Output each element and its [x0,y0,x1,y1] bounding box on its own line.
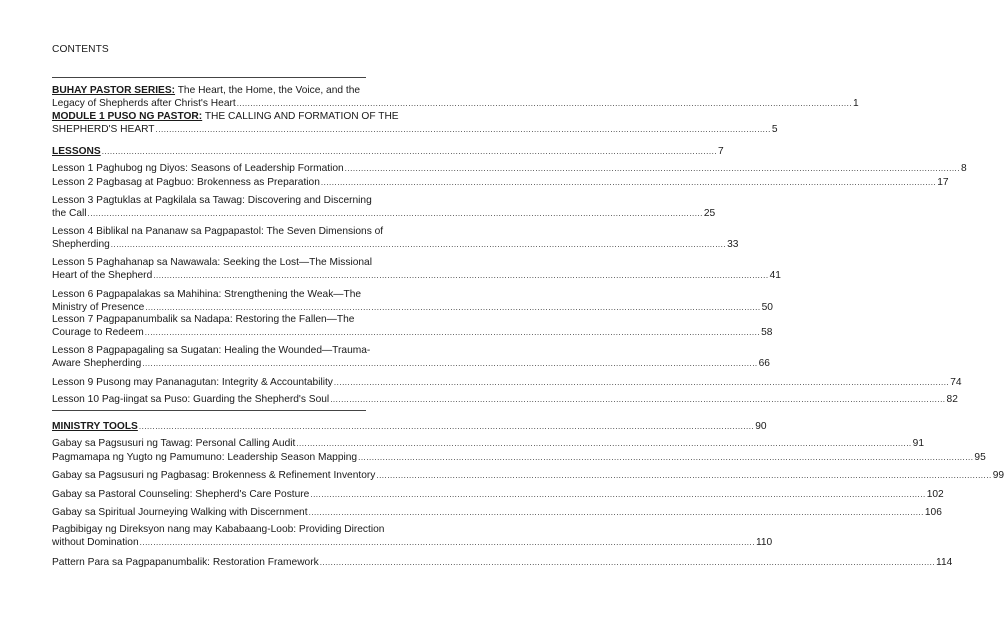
toc-entry-title [52,344,370,357]
dot-leader [321,176,936,189]
toc-entry-line [52,207,716,220]
page-number: 95 [974,452,986,463]
toc-entry-line [52,488,944,501]
toc-entry-title [52,225,383,238]
toc-entry-title [52,523,384,536]
toc-entry-title [52,162,344,175]
dot-leader [102,145,717,158]
toc-entry[interactable] [52,376,962,389]
page-number: 110 [755,537,773,548]
page-number: 7 [718,146,724,157]
toc-entry[interactable] [52,84,859,110]
toc-title-text: THE CALLING AND FORMATION OF THE [202,111,399,122]
toc-title-text: Lesson 9 Pusong may Pananagutan: Integrity & Accountability [52,377,333,388]
toc-entry-title [52,123,155,136]
toc-entry-title [52,269,152,282]
toc-entry-line [52,194,372,207]
toc-entry[interactable] [52,420,767,433]
toc-entry[interactable] [52,488,944,501]
toc-entry[interactable] [52,344,770,370]
toc-entry-line [52,84,366,97]
toc-title-text: Lesson 8 Pagpapagaling sa Sugatan: Healing the Wounded—Trauma- [52,345,371,356]
page-number: 102 [926,489,944,500]
toc-entry[interactable] [52,393,958,406]
toc-title-text: Pattern Para sa Pagpapanumbalik: Restoration Framework [52,557,319,568]
toc-entry-title [52,288,361,301]
page-number: 66 [758,358,770,369]
dot-leader [309,506,924,519]
toc-entry-line [52,145,724,158]
dot-leader [310,488,925,501]
toc-title-text: Lesson 3 Pagtuklas at Pagkilala sa Tawag: Discovering and Discerning [52,195,372,206]
toc-bold-label: MODULE 1 PUSO NG PASTOR: [52,111,203,122]
toc-entry-line [52,176,949,189]
toc-entry-title [52,176,320,189]
toc-entry-line [52,225,384,238]
toc-entry-line [52,344,371,357]
divider-middle [52,410,366,411]
toc-entry-title [52,97,236,110]
toc-entry-title [52,393,329,406]
toc-entry-title [52,469,375,482]
toc-title-text: Lesson 4 Biblikal na Pananaw sa Pagpapastol: The Seven Dimensions of [52,226,384,237]
toc-title-text: Gabay sa Spiritual Journeying Walking with Discernment [52,507,308,518]
toc-title-text: Pagmamapa ng Yugto ng Pamumuno: Leadership Season Mapping [52,452,358,463]
toc-entry[interactable] [52,437,924,450]
toc-entry-title [52,238,110,251]
toc-entry-title [52,376,333,389]
contents-heading: CONTENTS [52,44,109,55]
page-number: 58 [761,327,773,338]
toc-entry[interactable] [52,506,942,519]
page-number: 41 [769,270,781,281]
toc-title-text: Lesson 2 Pagbasag at Pagbuo: Brokenness as Preparation [52,177,320,188]
page-number: 106 [924,507,942,518]
toc-entry[interactable] [52,194,716,220]
toc-title-text: the Call [52,208,87,219]
toc-title-text: Lesson 6 Pagpapalakas sa Mahihina: Strengthening the Weak—The [52,289,362,300]
page-number: 74 [950,377,962,388]
toc-title-text: Shepherding [52,239,110,250]
toc-title-text: Lesson 10 Pag-iingat sa Puso: Guarding the Shepherd's Soul [52,394,330,405]
dot-leader [140,536,755,549]
toc-entry-title [52,420,138,433]
toc-entry-line [52,523,385,536]
toc-title-text: Lesson 5 Paghahanap sa Nawawala: Seeking the Lost—The Missional [52,257,372,268]
dot-leader [156,123,771,136]
toc-title-text: The Heart, the Home, the Voice, and the [175,85,361,96]
toc-entry[interactable] [52,523,773,549]
toc-entry-title [52,84,360,97]
toc-entry-title [52,145,101,158]
toc-entry-line [52,110,399,123]
dot-leader [358,451,973,464]
toc-title-text: Ministry of Presence [52,302,145,313]
toc-entry-title [52,357,141,370]
toc-entry-line [52,123,778,136]
toc-title-text: Legacy of Shepherds after Christ's Heart [52,98,236,109]
toc-title-text: SHEPHERD'S HEART [52,124,155,135]
toc-entry-title [52,437,295,450]
toc-entry-line [52,357,770,370]
dot-leader [153,269,768,282]
toc-entry-title [52,313,354,326]
toc-entry-line [52,256,372,269]
page-number: 25 [703,208,716,219]
dot-leader [111,238,726,251]
toc-entry-line [52,556,953,569]
toc-entry-title [52,256,372,269]
toc-bold-label: MINISTRY TOOLS [52,421,138,432]
toc-entry-title [52,110,399,123]
page-number: 50 [761,302,773,313]
toc-title-text: Gabay sa Pagsusuri ng Tawag: Personal Calling Audit [52,438,296,449]
toc-entry-line [52,238,739,251]
dot-leader [320,556,935,569]
toc-entry-line [52,437,924,450]
page-number: 82 [946,394,958,405]
toc-title-text: Aware Shepherding [52,358,142,369]
page-number: 33 [727,239,739,250]
page-number: 91 [912,438,924,449]
toc-title-text: Lesson 1 Paghubog ng Diyos: Seasons of Leadership Formation [52,163,344,174]
dot-leader [145,326,760,339]
toc-bold-label: BUHAY PASTOR SERIES: [52,85,176,96]
dot-leader [296,437,911,450]
toc-entry[interactable] [52,288,773,314]
toc-entry-line [52,269,781,282]
toc-entry[interactable] [52,256,781,282]
toc-title-text: without Domination [52,537,139,548]
toc-entry[interactable] [52,225,739,251]
dot-leader [139,420,754,433]
toc-title-text: Gabay sa Pastoral Counseling: Shepherd's Care Posture [52,489,310,500]
page-number: 17 [937,177,949,188]
divider-top [52,77,366,78]
toc-entry-title [52,488,309,501]
toc-page [52,0,1004,624]
toc-entry-line [52,97,859,110]
toc-entry[interactable] [52,451,986,464]
toc-entry-line [52,326,773,339]
toc-title-text: Lesson 7 Pagpapanumbalik sa Nadapa: Restoring the Fallen—The [52,314,355,325]
toc-entry-line [52,313,366,326]
toc-entry-line [52,469,1004,482]
dot-leader [88,207,703,220]
toc-entry-line [52,376,962,389]
page-number: 1 [853,98,859,109]
toc-entry-line [52,506,942,519]
dot-leader [142,357,757,370]
toc-title-text: Pagbibigay ng Direksyon nang may Kababaang-Loob: Providing Direction [52,524,385,535]
toc-entry-line [52,420,767,433]
toc-entry-line [52,288,366,301]
toc-entry[interactable] [52,313,773,339]
toc-bold-label: LESSONS [52,146,101,157]
toc-entry[interactable] [52,556,953,569]
toc-entry[interactable] [52,145,724,158]
dot-leader [330,393,945,406]
toc-entry-title [52,506,308,519]
toc-entry-title [52,451,357,464]
toc-entry[interactable] [52,162,967,175]
page-number: 114 [936,557,953,568]
toc-entry-line [52,162,967,175]
toc-entry[interactable] [52,110,778,136]
dot-leader [237,97,852,110]
dot-leader [345,162,960,175]
toc-entry[interactable] [52,176,949,189]
toc-entry-title [52,194,372,207]
toc-entry-title [52,556,319,569]
page-number: 8 [961,163,967,174]
toc-entry-line [52,451,986,464]
toc-title-text: Courage to Redeem [52,327,144,338]
page-number: 90 [755,421,767,432]
toc-entry-title [52,326,144,339]
toc-entry[interactable] [52,469,1004,482]
page-number: 99 [992,470,1004,481]
toc-entry-title [52,207,87,220]
toc-title-text: Heart of the Shepherd [52,270,153,281]
dot-leader [376,469,991,482]
toc-title-text: Gabay sa Pagsusuri ng Pagbasag: Brokenness & Refinement Inventory [52,470,376,481]
toc-entry-line [52,393,958,406]
toc-entry-line [52,536,773,549]
dot-leader [334,376,949,389]
toc-entry-title [52,536,139,549]
page-number: 5 [771,124,778,135]
